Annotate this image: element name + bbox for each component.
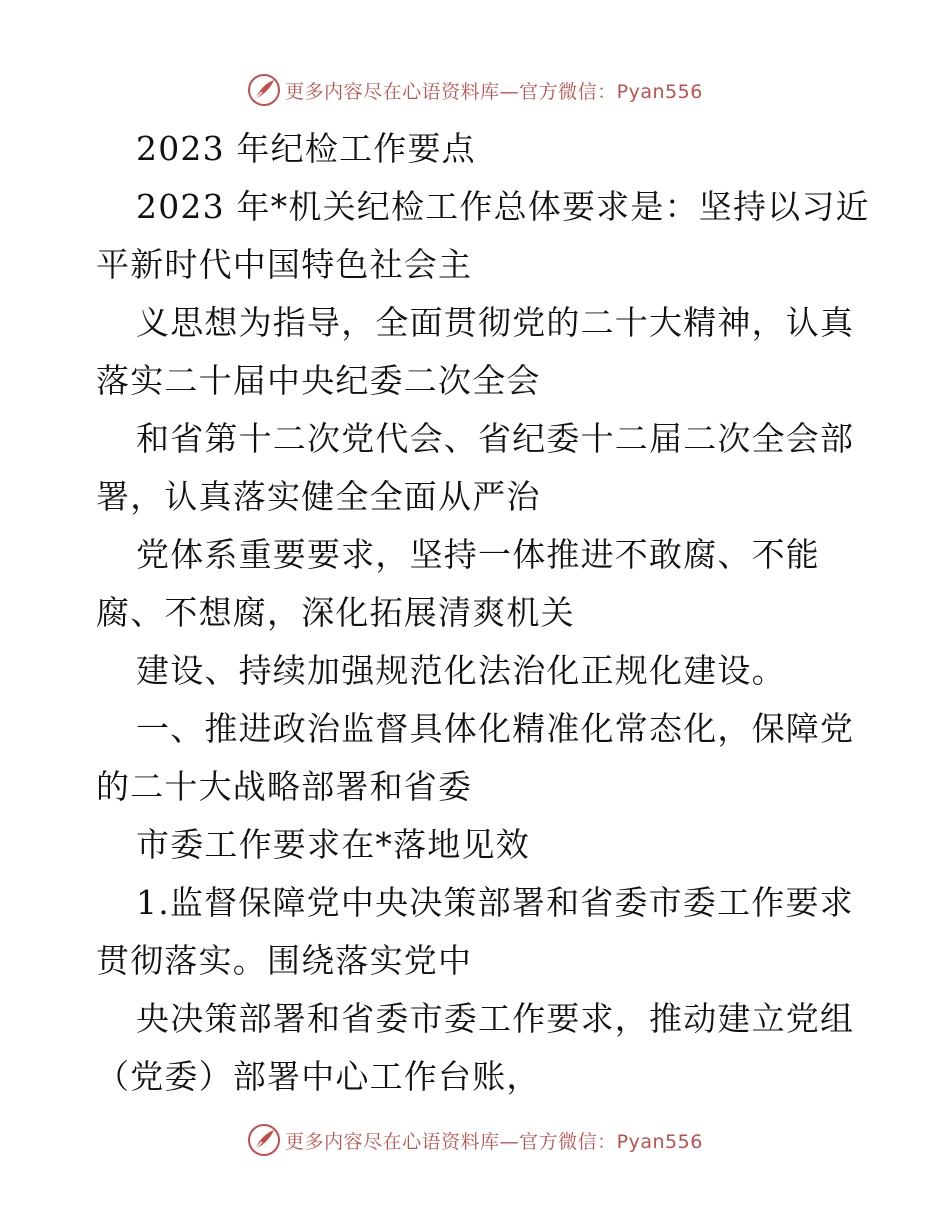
text-line: （党委）部署中心工作台账， (96, 1057, 541, 1096)
text-line: 一、推进政治监督具体化精准化常态化，保障党 (136, 709, 855, 748)
text-line: 和省第十二次党代会、省纪委十二届二次全会部 (136, 419, 855, 458)
text-line: 平新时代中国特色社会主 (96, 245, 473, 284)
quill-pen-icon (247, 1123, 281, 1157)
text-line: 的二十大战略部署和省委 (96, 767, 473, 806)
text-line: 市委工作要求在*落地见效 (136, 825, 530, 864)
text-line: 建设、持续加强规范化法治化正规化建设。 (136, 651, 786, 690)
text-line: 党体系重要要求，坚持一体推进不敢腐、不能 (136, 535, 820, 574)
header-watermark (0, 70, 950, 110)
text-line: 1.监督保障党中央决策部署和省委市委工作要求 (136, 883, 854, 922)
text-line: 义思想为指导，全面贯彻党的二十大精神，认真 (136, 303, 855, 342)
text-line: 央决策部署和省委市委工作要求，推动建立党组 (136, 999, 855, 1038)
document-body (96, 120, 870, 1106)
watermark-text: 更多内容尽在心语资料库—官方微信：Pyan556 (285, 1130, 703, 1153)
text-line: 腐、不想腐，深化拓展清爽机关 (96, 593, 575, 632)
text-line: 2023 年*机关纪检工作总体要求是：坚持以习近 (136, 187, 870, 226)
watermark-text: 更多内容尽在心语资料库—官方微信：Pyan556 (285, 80, 703, 103)
quill-pen-icon (247, 73, 281, 107)
text-line: 贯彻落实。围绕落实党中 (96, 941, 473, 980)
footer-watermark (0, 1120, 950, 1160)
text-line: 落实二十届中央纪委二次全会 (96, 361, 541, 400)
text-line: 署，认真落实健全全面从严治 (96, 477, 541, 516)
text-line: 2023 年纪检工作要点 (136, 129, 476, 168)
